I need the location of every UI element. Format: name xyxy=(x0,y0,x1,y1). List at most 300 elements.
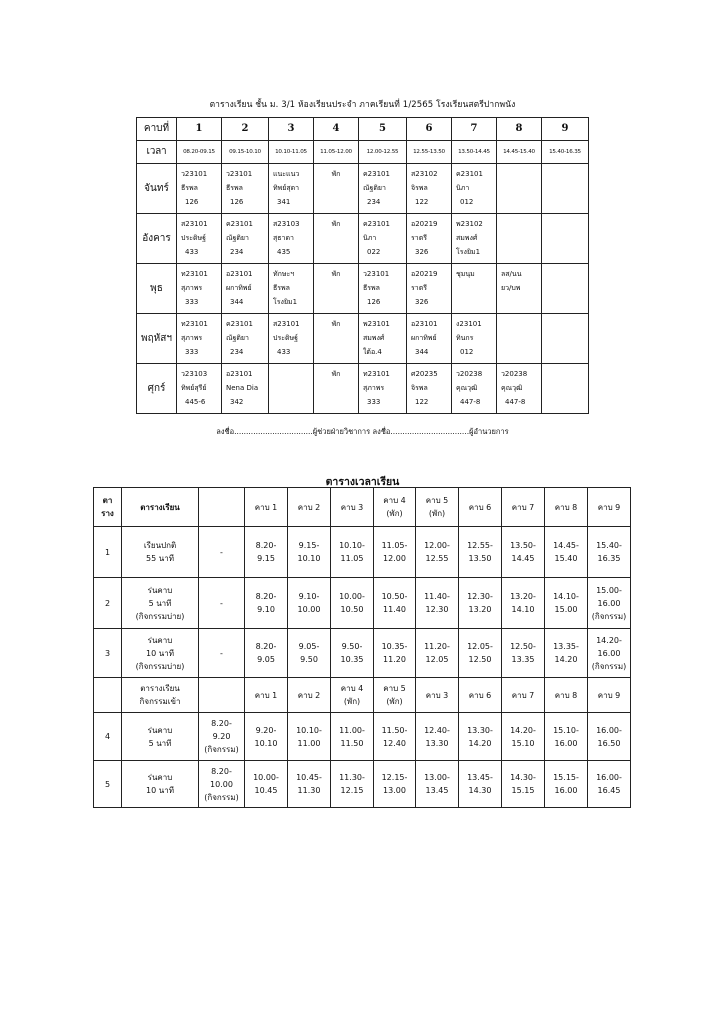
cell-text: (กิจกรรมบ่าย) xyxy=(135,661,185,671)
cell-text: 16.50 xyxy=(597,738,621,748)
cell-text: 10 นาที xyxy=(146,648,174,658)
class-cell xyxy=(177,264,222,314)
timetable-header-row xyxy=(94,488,631,527)
timetable-row xyxy=(94,629,631,678)
period-time-slot xyxy=(588,527,631,578)
day-row xyxy=(137,264,589,314)
period-time: 08.20-09.15 xyxy=(177,141,222,164)
subject-code: พัก xyxy=(331,320,341,328)
subject-code: ส23102 xyxy=(411,170,438,178)
cell-text: คาบ 7 xyxy=(511,690,535,700)
period-timetable xyxy=(93,487,631,808)
period-header xyxy=(588,678,631,713)
period-header xyxy=(374,678,416,713)
cell-text: 14.30- xyxy=(510,773,536,782)
schedule-number: 1 xyxy=(94,527,122,578)
cell-text: 11.40 xyxy=(383,605,406,614)
cell-text: 11.30 xyxy=(297,786,321,795)
period-time-slot xyxy=(416,578,459,629)
period-time: 11.05-12.00 xyxy=(314,141,359,164)
subject-code: ว23103 xyxy=(181,370,208,378)
class-cell xyxy=(452,264,497,314)
period-time-slot xyxy=(459,761,502,808)
day-row xyxy=(137,214,589,264)
period-time-slot xyxy=(416,761,459,808)
cell-text: คาบ 2 xyxy=(297,690,321,700)
room-number: 333 xyxy=(367,398,381,406)
cell-text: คาบ 3 xyxy=(425,690,449,700)
period-time-slot xyxy=(545,629,588,678)
period-header xyxy=(374,488,416,527)
period-time-slot xyxy=(588,761,631,808)
class-cell xyxy=(542,164,589,214)
cell-text: 10.10- xyxy=(339,541,365,550)
subject-code: พัก xyxy=(331,170,341,178)
class-cell xyxy=(222,214,269,264)
cell-text: (กิจกรรม) xyxy=(204,745,239,754)
period-time-slot xyxy=(331,761,374,808)
cell-text: 10.00- xyxy=(339,592,365,601)
subject-code: อ20219 xyxy=(411,270,438,278)
subject-code: ว20238 xyxy=(501,370,528,378)
cell-text: 10.00 xyxy=(210,779,233,789)
cell-text: 15.15- xyxy=(553,773,579,782)
period-time-slot xyxy=(331,578,374,629)
period-time-slot xyxy=(588,578,631,629)
period-header-row xyxy=(137,118,589,141)
room-number: ใต้อ.4 xyxy=(363,348,382,356)
day-name: พฤหัสฯ xyxy=(137,314,177,364)
day-name: พุธ xyxy=(137,264,177,314)
document-title: ตารางเรียน ชั้น ม. 3/1 ห้องเรียนประจำ ภาคเรียนที่ 1/2565 โรงเรียนสตรีปากพนัง xyxy=(209,100,516,110)
cell-text: 8.20- xyxy=(255,592,277,601)
cell-text: 13.30- xyxy=(467,725,493,735)
cell-text: 14.20- xyxy=(510,725,536,735)
subject-code: ค23101 xyxy=(226,220,253,228)
teacher-name: คุณวุฒิ xyxy=(456,384,478,392)
class-cell xyxy=(452,364,497,414)
room-number: 333 xyxy=(185,298,199,306)
period-time-slot xyxy=(288,629,331,678)
cell-text: 13.00 xyxy=(383,786,406,795)
cell-text: 14.10 xyxy=(511,605,535,614)
break-cell xyxy=(314,364,359,414)
subject-code: ท23101 xyxy=(181,270,208,278)
cell-text: เรียนปกติ xyxy=(143,541,177,550)
class-cell xyxy=(407,314,452,364)
day-row xyxy=(137,164,589,214)
teacher-name: ผกาทิพย์ xyxy=(226,284,252,292)
period-time-slot xyxy=(502,761,545,808)
room-number: 344 xyxy=(415,348,429,356)
cell-text: 12.50 xyxy=(468,655,492,664)
period-time-slot xyxy=(545,527,588,578)
period-time: 12.55-13.50 xyxy=(407,141,452,164)
class-cell xyxy=(269,364,314,414)
day-row xyxy=(137,314,589,364)
cell-text: (พัก) xyxy=(386,509,403,518)
cell-text: 8.20- xyxy=(255,642,277,651)
room-number: 126 xyxy=(185,198,199,206)
class-cell xyxy=(497,214,542,264)
cell-text: (กิจกรรมบ่าย) xyxy=(135,611,185,621)
cell-text: คาบ 4 xyxy=(383,496,406,505)
subject-code: ว23101 xyxy=(226,170,253,178)
teacher-name: นิภา xyxy=(456,184,470,192)
cell-text: คาบ 3 xyxy=(340,502,364,512)
period-header xyxy=(331,678,374,713)
blank-cell xyxy=(199,678,245,713)
cell-text: 12.30- xyxy=(467,592,493,601)
subject-code: ค23101 xyxy=(363,220,390,228)
class-cell xyxy=(407,264,452,314)
activity-time: - xyxy=(199,527,245,578)
break-cell xyxy=(314,214,359,264)
cell-text: (กิจกรรม) xyxy=(591,661,627,671)
cell-text: คาบ 1 xyxy=(254,690,278,700)
time-row xyxy=(137,141,589,164)
cell-text: 13.50- xyxy=(510,541,536,550)
cell-text: 10.50 xyxy=(340,605,364,614)
subject-code: อ20219 xyxy=(411,220,438,228)
timetable-header-row-2 xyxy=(94,678,631,713)
cell-text: (พัก) xyxy=(343,697,361,706)
time-label: เวลา xyxy=(137,141,177,164)
subject-code: ศ20235 xyxy=(411,370,438,378)
cell-text: 14.20 xyxy=(554,655,578,664)
cell-text: 15.10- xyxy=(553,725,579,735)
teacher-name: ณัฐติยา xyxy=(363,184,386,192)
cell-text: 14.30 xyxy=(468,786,492,795)
room-number: 447-8 xyxy=(505,398,526,406)
cell-text: คาบ 1 xyxy=(254,502,278,512)
cell-text: 16.00 xyxy=(554,738,578,748)
extra-header xyxy=(199,488,245,527)
schedule-number: 5 xyxy=(94,761,122,808)
room-number: 022 xyxy=(367,248,381,256)
period-number: 6 xyxy=(407,118,452,141)
period-time-slot xyxy=(288,713,331,761)
cell-text: 16.35 xyxy=(597,554,621,563)
cell-text: (กิจกรรม) xyxy=(591,611,627,621)
class-cell xyxy=(359,214,407,264)
schedule-name-header xyxy=(122,678,199,713)
subject-code: อ23101 xyxy=(411,320,438,328)
room-number: 344 xyxy=(230,298,244,306)
class-cell xyxy=(222,264,269,314)
signature-line: ลงชื่อ.................................ผู้ช่วยฝ่ายวิชาการ ลงชื่อ.................................ผู้อำนวยการ xyxy=(216,427,509,436)
class-cell xyxy=(452,214,497,264)
cell-text: 10.10- xyxy=(296,725,322,735)
cell-text: ร่นคาบ xyxy=(147,725,173,735)
cell-text: 13.30 xyxy=(425,738,449,748)
schedule-number: 3 xyxy=(94,629,122,678)
class-schedule-table xyxy=(136,117,589,414)
cell-text: (พัก) xyxy=(428,509,446,518)
teacher-name: ธีรพล xyxy=(226,184,243,192)
subject-code: พัก xyxy=(331,220,341,228)
period-header xyxy=(459,678,502,713)
subject-code: ส23103 xyxy=(273,220,300,228)
cell-text: 11.50- xyxy=(381,725,408,735)
period-label: คาบที่ xyxy=(137,118,177,141)
cell-text: 15.00- xyxy=(596,585,622,595)
subject-code: ว23101 xyxy=(181,170,208,178)
cell-text: 8.20- xyxy=(211,766,232,776)
period-time-slot xyxy=(459,713,502,761)
period-time-slot xyxy=(502,578,545,629)
cell-text: คาบ 8 xyxy=(554,502,578,512)
period-header xyxy=(545,488,588,527)
cell-text: 12.15 xyxy=(340,786,364,795)
period-number: 1 xyxy=(177,118,222,141)
teacher-name: ราตรี xyxy=(411,234,427,242)
cell-text: 16.00 xyxy=(597,648,621,658)
cell-text: คาบ 8 xyxy=(554,690,578,700)
cell-text: 13.50 xyxy=(468,554,492,563)
class-cell xyxy=(359,164,407,214)
cell-text: 9.05- xyxy=(298,642,320,651)
period-time-slot xyxy=(245,527,288,578)
activity-time: - xyxy=(199,629,245,678)
cell-text: 10.50- xyxy=(381,592,408,601)
period-header xyxy=(245,488,288,527)
period-time: 15.40-16.35 xyxy=(542,141,589,164)
cell-text: คาบ 9 xyxy=(597,690,621,700)
cell-text: 9.20 xyxy=(212,732,231,741)
cell-text: 12.55 xyxy=(425,554,449,563)
class-cell xyxy=(359,264,407,314)
class-cell xyxy=(497,164,542,214)
teacher-name: ณัฐติยา xyxy=(226,334,249,342)
cell-text: (พัก) xyxy=(386,697,403,706)
period-time-slot xyxy=(545,713,588,761)
period-header xyxy=(331,488,374,527)
teacher-name: ผกาทิพย์ xyxy=(411,334,437,342)
period-time-slot xyxy=(588,629,631,678)
period-time-slot xyxy=(502,629,545,678)
schedule-name xyxy=(122,578,199,629)
cell-text: 16.00- xyxy=(596,773,622,782)
cell-text: 10.35- xyxy=(381,642,408,651)
cell-text: 13.35 xyxy=(511,655,535,664)
schedule-name xyxy=(122,713,199,761)
subject-code: ง23101 xyxy=(456,320,482,328)
cell-text: 11.00 xyxy=(297,738,321,748)
cell-text: คาบ 5 xyxy=(425,496,449,505)
class-cell xyxy=(497,364,542,414)
period-time-slot xyxy=(416,629,459,678)
cell-text: (กิจกรรม) xyxy=(204,792,239,802)
cell-text: 5 นาที xyxy=(148,598,172,608)
cell-text: 11.20- xyxy=(424,642,450,651)
class-cell xyxy=(177,164,222,214)
day-row xyxy=(137,364,589,414)
cell-text: 14.45 xyxy=(511,554,535,563)
cell-text: 8.20- xyxy=(211,719,232,728)
teacher-name: ทิพย์สุรีย์ xyxy=(181,384,207,392)
cell-text: 15.40 xyxy=(554,554,578,563)
cell-text: 10.10 xyxy=(297,554,321,563)
room-number: 445-6 xyxy=(185,398,206,406)
cell-text: 10.45- xyxy=(296,773,322,782)
schedule-number: 2 xyxy=(94,578,122,629)
period-time-slot xyxy=(245,629,288,678)
timetable-row xyxy=(94,713,631,761)
cell-text: 12.40- xyxy=(424,725,450,735)
cell-text: 13.45- xyxy=(467,773,493,782)
cell-text: 5 นาที xyxy=(148,738,172,748)
room-number: 433 xyxy=(185,248,199,256)
class-cell xyxy=(222,314,269,364)
subject-code: ค23101 xyxy=(226,320,253,328)
cell-text: 8.20- xyxy=(255,541,277,550)
period-header xyxy=(288,488,331,527)
cell-text: 10.10 xyxy=(254,738,278,748)
cell-text: 11.50 xyxy=(340,738,364,748)
timetable-row xyxy=(94,527,631,578)
subject-code: ค23101 xyxy=(456,170,483,178)
room-number: โรงยิม1 xyxy=(456,248,481,256)
period-time-slot xyxy=(459,629,502,678)
cell-text: 15.40- xyxy=(596,541,622,550)
schedule-number: 4 xyxy=(94,713,122,761)
period-header xyxy=(459,488,502,527)
period-header xyxy=(416,678,459,713)
period-number: 8 xyxy=(497,118,542,141)
period-number: 9 xyxy=(542,118,589,141)
class-cell xyxy=(269,264,314,314)
room-number: 435 xyxy=(277,248,291,256)
period-header xyxy=(588,488,631,527)
room-number: 234 xyxy=(230,348,244,356)
room-number: 234 xyxy=(230,248,244,256)
cell-text: 11.05- xyxy=(381,541,408,550)
cell-text: 12.15- xyxy=(381,773,408,782)
teacher-name: สมพงศ์ xyxy=(456,234,478,242)
subject-code: พ23101 xyxy=(363,320,390,328)
cell-text: 12.05- xyxy=(467,642,493,651)
cell-text: ตา xyxy=(102,496,113,505)
cell-text: 14.20- xyxy=(596,635,622,645)
cell-text: 12.00- xyxy=(424,541,450,550)
cell-text: 12.55- xyxy=(467,541,493,550)
day-name: ศุกร์ xyxy=(137,364,177,414)
period-header xyxy=(416,488,459,527)
subject-code: ชุมนุม xyxy=(456,270,475,278)
subject-code: ลส/นน xyxy=(501,270,522,278)
subject-code: ส23101 xyxy=(181,220,208,228)
cell-text: 9.05 xyxy=(257,655,275,664)
cell-text: 16.00 xyxy=(554,786,578,795)
cell-text: คาบ 2 xyxy=(297,502,321,512)
cell-text: 13.35- xyxy=(553,642,579,651)
period-time-slot xyxy=(374,629,416,678)
period-time-slot xyxy=(374,527,416,578)
cell-text: ราง xyxy=(101,509,114,518)
cell-text: คาบ 6 xyxy=(468,690,492,700)
room-number: 234 xyxy=(367,198,381,206)
cell-text: 12.30 xyxy=(425,605,449,614)
period-time: 10.10-11.05 xyxy=(269,141,314,164)
teacher-name: ทินกร xyxy=(456,334,474,342)
class-cell xyxy=(269,214,314,264)
class-cell xyxy=(407,364,452,414)
period-time: 12.00-12.55 xyxy=(359,141,407,164)
cell-text: 14.20 xyxy=(468,738,492,748)
room-number: 341 xyxy=(277,198,291,206)
cell-text: 9.20- xyxy=(255,725,277,735)
room-number: 012 xyxy=(460,198,474,206)
subject-code: พัก xyxy=(331,270,341,278)
teacher-name: ประดิษฐ์ xyxy=(181,234,206,242)
room-number: 447-8 xyxy=(460,398,481,406)
class-cell xyxy=(177,364,222,414)
cell-text: 13.20- xyxy=(510,592,536,601)
class-cell xyxy=(359,364,407,414)
period-time-slot xyxy=(416,713,459,761)
cell-text: 9.50- xyxy=(341,642,363,651)
subject-code: ค23101 xyxy=(363,170,390,178)
cell-text: 10.45 xyxy=(254,786,278,795)
period-time: 09.15-10.10 xyxy=(222,141,269,164)
cell-text: 15.00 xyxy=(554,605,578,614)
class-cell xyxy=(269,164,314,214)
cell-text: 13.20 xyxy=(468,605,492,614)
activity-time: - xyxy=(199,578,245,629)
subject-code: ท23101 xyxy=(181,320,208,328)
cell-text: 14.45- xyxy=(553,541,579,550)
cell-text: 13.45 xyxy=(425,786,449,795)
cell-text: 12.00 xyxy=(383,554,406,563)
period-header xyxy=(502,678,545,713)
class-cell xyxy=(542,264,589,314)
teacher-name: ธีรพล xyxy=(181,184,198,192)
subject-code: อ23101 xyxy=(226,370,253,378)
period-time-slot xyxy=(331,527,374,578)
cell-text: 55 นาที xyxy=(146,554,174,563)
subject-code: อ23101 xyxy=(226,270,253,278)
teacher-name: ราตรี xyxy=(411,284,427,292)
room-number: 326 xyxy=(415,298,429,306)
cell-text: 11.40- xyxy=(424,592,450,601)
period-time-slot xyxy=(245,713,288,761)
period-time-slot xyxy=(374,713,416,761)
cell-text: 10 นาที xyxy=(146,786,174,795)
cell-text: 11.20 xyxy=(383,655,406,664)
class-cell xyxy=(359,314,407,364)
cell-text: 10.00 xyxy=(297,605,321,614)
cell-text: 11.30- xyxy=(339,773,365,782)
schedule-name xyxy=(122,629,199,678)
period-number: 3 xyxy=(269,118,314,141)
subject-code: ว20238 xyxy=(456,370,483,378)
class-cell xyxy=(177,314,222,364)
class-cell xyxy=(269,314,314,364)
class-cell xyxy=(542,314,589,364)
subject-code: แนะแนว xyxy=(273,170,300,178)
cell-text: 16.00- xyxy=(596,725,622,735)
room-number: 326 xyxy=(415,248,429,256)
cell-text: คาบ 7 xyxy=(511,502,535,512)
period-header xyxy=(545,678,588,713)
class-cell xyxy=(407,214,452,264)
teacher-name: สมพงศ์ xyxy=(363,334,385,342)
cell-text: ร่นคาบ xyxy=(147,635,173,645)
period-header xyxy=(288,678,331,713)
cell-text: ตารางเรียน xyxy=(140,684,180,693)
class-cell xyxy=(177,214,222,264)
